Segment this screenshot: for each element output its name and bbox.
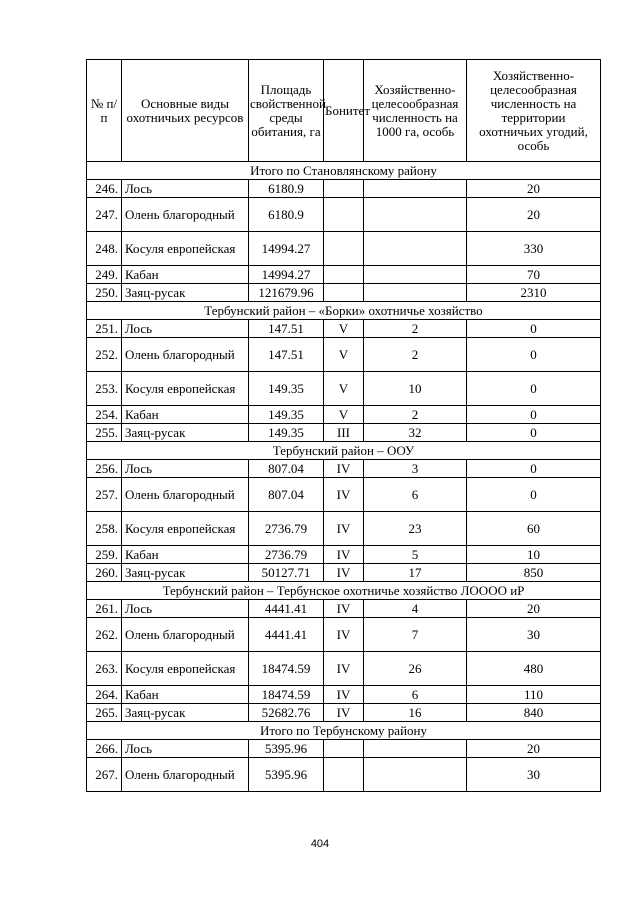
- species-name: Кабан: [122, 546, 249, 564]
- total-count-value: 20: [467, 600, 601, 618]
- bonitet-value: [324, 758, 364, 792]
- area-value: 807.04: [249, 460, 324, 478]
- total-count-value: 30: [467, 758, 601, 792]
- area-value: 807.04: [249, 478, 324, 512]
- bonitet-value: [324, 266, 364, 284]
- section-title: Тербунский район – Тербунское охотничье хозяйство ЛОООО иР: [87, 582, 601, 600]
- row-number: 265.: [87, 704, 122, 722]
- total-count-value: 60: [467, 512, 601, 546]
- area-value: 6180.9: [249, 198, 324, 232]
- density-per-1000-value: 6: [364, 478, 467, 512]
- density-per-1000-value: 7: [364, 618, 467, 652]
- density-per-1000-value: [364, 198, 467, 232]
- species-name: Косуля европейская: [122, 652, 249, 686]
- bonitet-value: V: [324, 372, 364, 406]
- density-per-1000-value: 17: [364, 564, 467, 582]
- row-number: 247.: [87, 198, 122, 232]
- header-species: Основные виды охотничьих ресурсов: [122, 60, 249, 162]
- area-value: 149.35: [249, 372, 324, 406]
- species-name: Лось: [122, 600, 249, 618]
- bonitet-value: IV: [324, 600, 364, 618]
- density-per-1000-value: [364, 266, 467, 284]
- density-per-1000-value: [364, 758, 467, 792]
- row-number: 266.: [87, 740, 122, 758]
- species-name: Заяц-русак: [122, 424, 249, 442]
- total-count-value: 0: [467, 320, 601, 338]
- bonitet-value: V: [324, 406, 364, 424]
- total-count-value: 0: [467, 406, 601, 424]
- table-row: [87, 600, 601, 618]
- species-name: Олень благородный: [122, 618, 249, 652]
- section-header-row: [87, 582, 601, 600]
- area-value: 4441.41: [249, 600, 324, 618]
- total-count-value: 70: [467, 266, 601, 284]
- table-row: [87, 372, 601, 406]
- total-count-value: 0: [467, 478, 601, 512]
- area-value: 50127.71: [249, 564, 324, 582]
- density-per-1000-value: [364, 284, 467, 302]
- bonitet-value: IV: [324, 478, 364, 512]
- table-row: [87, 686, 601, 704]
- table-row: [87, 704, 601, 722]
- density-per-1000-value: 4: [364, 600, 467, 618]
- section-title: Итого по Становлянскому району: [87, 162, 601, 180]
- table-row: [87, 406, 601, 424]
- table-row: [87, 284, 601, 302]
- section-title: Тербунский район – ООУ: [87, 442, 601, 460]
- density-per-1000-value: 2: [364, 406, 467, 424]
- density-per-1000-value: 5: [364, 546, 467, 564]
- species-name: Кабан: [122, 686, 249, 704]
- species-name: Лось: [122, 320, 249, 338]
- row-number: 261.: [87, 600, 122, 618]
- table-row: [87, 232, 601, 266]
- row-number: 248.: [87, 232, 122, 266]
- bonitet-value: IV: [324, 564, 364, 582]
- area-value: 52682.76: [249, 704, 324, 722]
- area-value: 149.35: [249, 424, 324, 442]
- area-value: 2736.79: [249, 512, 324, 546]
- table-header: [87, 60, 601, 162]
- area-value: 18474.59: [249, 652, 324, 686]
- species-name: Олень благородный: [122, 338, 249, 372]
- total-count-value: 330: [467, 232, 601, 266]
- species-name: Лось: [122, 460, 249, 478]
- species-name: Лось: [122, 740, 249, 758]
- table-row: [87, 758, 601, 792]
- row-number: 257.: [87, 478, 122, 512]
- density-per-1000-value: 6: [364, 686, 467, 704]
- bonitet-value: IV: [324, 652, 364, 686]
- density-per-1000-value: 2: [364, 320, 467, 338]
- density-per-1000-value: [364, 232, 467, 266]
- area-value: 18474.59: [249, 686, 324, 704]
- area-value: 147.51: [249, 338, 324, 372]
- area-value: 121679.96: [249, 284, 324, 302]
- header-bonitet: Бонитет: [324, 60, 364, 162]
- table-row: [87, 546, 601, 564]
- bonitet-value: V: [324, 338, 364, 372]
- section-header-row: [87, 442, 601, 460]
- bonitet-value: IV: [324, 704, 364, 722]
- section-title: Тербунский район – «Борки» охотничье хозяйство: [87, 302, 601, 320]
- table-row: [87, 564, 601, 582]
- area-value: 14994.27: [249, 266, 324, 284]
- total-count-value: 0: [467, 460, 601, 478]
- page-number: 404: [310, 838, 330, 850]
- density-per-1000-value: 32: [364, 424, 467, 442]
- total-count-value: 20: [467, 740, 601, 758]
- table-body: [87, 162, 601, 792]
- density-per-1000-value: 16: [364, 704, 467, 722]
- area-value: 5395.96: [249, 758, 324, 792]
- header-row: [87, 60, 601, 162]
- density-per-1000-value: 26: [364, 652, 467, 686]
- table-row: [87, 478, 601, 512]
- total-count-value: 2310: [467, 284, 601, 302]
- table-row: [87, 652, 601, 686]
- density-per-1000-value: [364, 740, 467, 758]
- section-header-row: [87, 162, 601, 180]
- row-number: 263.: [87, 652, 122, 686]
- area-value: 6180.9: [249, 180, 324, 198]
- table-row: [87, 618, 601, 652]
- species-name: Кабан: [122, 266, 249, 284]
- total-count-value: 20: [467, 198, 601, 232]
- row-number: 255.: [87, 424, 122, 442]
- section-header-row: [87, 302, 601, 320]
- row-number: 264.: [87, 686, 122, 704]
- total-count-value: 840: [467, 704, 601, 722]
- species-name: Заяц-русак: [122, 704, 249, 722]
- row-number: 252.: [87, 338, 122, 372]
- row-number: 254.: [87, 406, 122, 424]
- total-count-value: 850: [467, 564, 601, 582]
- table-row: [87, 424, 601, 442]
- bonitet-value: [324, 198, 364, 232]
- table-row: [87, 266, 601, 284]
- table-row: [87, 512, 601, 546]
- section-title: Итого по Тербунскому району: [87, 722, 601, 740]
- row-number: 249.: [87, 266, 122, 284]
- bonitet-value: IV: [324, 618, 364, 652]
- total-count-value: 20: [467, 180, 601, 198]
- area-value: 14994.27: [249, 232, 324, 266]
- row-number: 251.: [87, 320, 122, 338]
- row-number: 267.: [87, 758, 122, 792]
- total-count-value: 0: [467, 338, 601, 372]
- species-name: Косуля европейская: [122, 372, 249, 406]
- header-area: Площадь свойственной среды обитания, га: [249, 60, 324, 162]
- total-count-value: 480: [467, 652, 601, 686]
- header-num: № п/п: [87, 60, 122, 162]
- species-name: Косуля европейская: [122, 232, 249, 266]
- species-name: Олень благородный: [122, 478, 249, 512]
- table-row: [87, 180, 601, 198]
- section-header-row: [87, 722, 601, 740]
- species-name: Лось: [122, 180, 249, 198]
- bonitet-value: III: [324, 424, 364, 442]
- total-count-value: 0: [467, 424, 601, 442]
- total-count-value: 10: [467, 546, 601, 564]
- bonitet-value: [324, 740, 364, 758]
- table-row: [87, 740, 601, 758]
- area-value: 5395.96: [249, 740, 324, 758]
- row-number: 258.: [87, 512, 122, 546]
- bonitet-value: IV: [324, 512, 364, 546]
- table-row: [87, 198, 601, 232]
- area-value: 147.51: [249, 320, 324, 338]
- species-name: Кабан: [122, 406, 249, 424]
- bonitet-value: IV: [324, 546, 364, 564]
- total-count-value: 30: [467, 618, 601, 652]
- density-per-1000-value: 2: [364, 338, 467, 372]
- species-name: Заяц-русак: [122, 564, 249, 582]
- species-name: Косуля европейская: [122, 512, 249, 546]
- density-per-1000-value: 23: [364, 512, 467, 546]
- species-name: Олень благородный: [122, 758, 249, 792]
- bonitet-value: IV: [324, 686, 364, 704]
- table-row: [87, 338, 601, 372]
- area-value: 2736.79: [249, 546, 324, 564]
- bonitet-value: [324, 180, 364, 198]
- row-number: 250.: [87, 284, 122, 302]
- bonitet-value: IV: [324, 460, 364, 478]
- row-number: 246.: [87, 180, 122, 198]
- area-value: 149.35: [249, 406, 324, 424]
- row-number: 262.: [87, 618, 122, 652]
- row-number: 253.: [87, 372, 122, 406]
- density-per-1000-value: 10: [364, 372, 467, 406]
- bonitet-value: [324, 232, 364, 266]
- bonitet-value: V: [324, 320, 364, 338]
- total-count-value: 0: [467, 372, 601, 406]
- row-number: 256.: [87, 460, 122, 478]
- header-total: Хозяйственно-целесообразная численность на территории охотничьих угодий, особь: [467, 60, 601, 162]
- area-value: 4441.41: [249, 618, 324, 652]
- density-per-1000-value: 3: [364, 460, 467, 478]
- row-number: 259.: [87, 546, 122, 564]
- header-per1000: Хозяйственно-целесообразная численность на 1000 га, особь: [364, 60, 467, 162]
- species-name: Заяц-русак: [122, 284, 249, 302]
- table-row: [87, 460, 601, 478]
- table-row: [87, 320, 601, 338]
- species-name: Олень благородный: [122, 198, 249, 232]
- total-count-value: 110: [467, 686, 601, 704]
- row-number: 260.: [87, 564, 122, 582]
- bonitet-value: [324, 284, 364, 302]
- hunting-resources-table: [86, 59, 601, 792]
- density-per-1000-value: [364, 180, 467, 198]
